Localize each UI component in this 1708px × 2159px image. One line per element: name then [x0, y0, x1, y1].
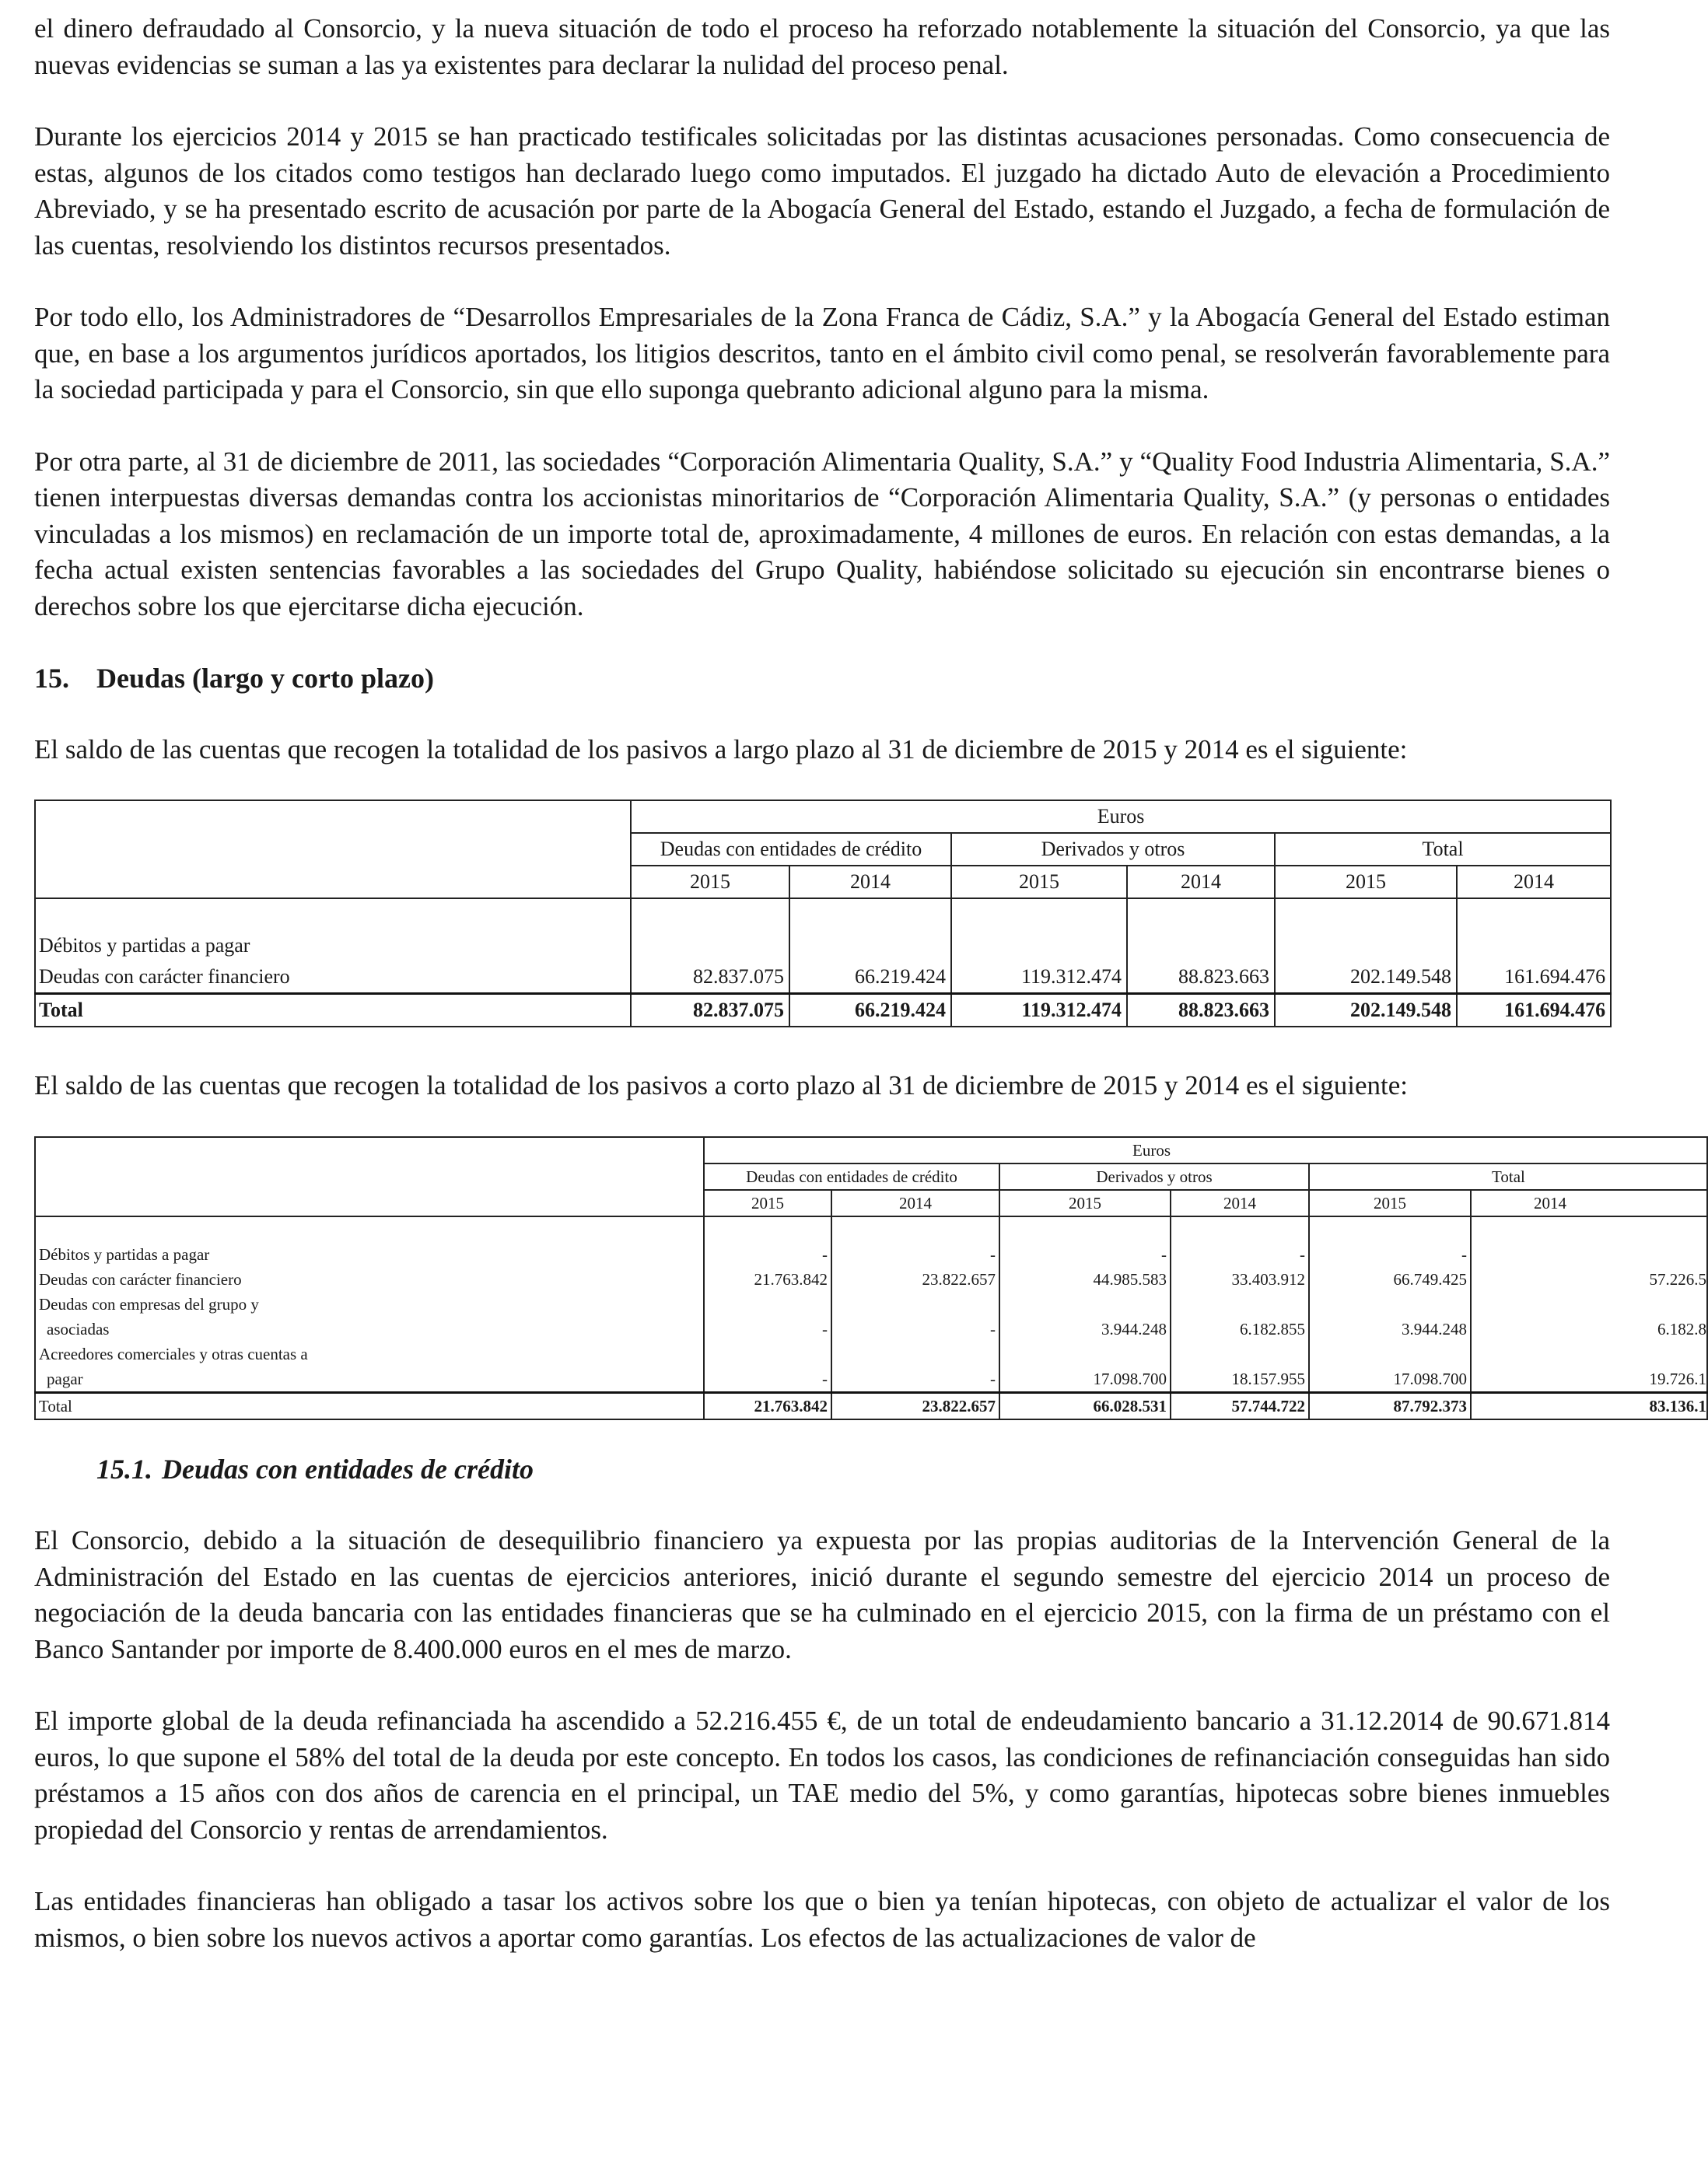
total-row: [35, 1393, 1707, 1420]
total-value: 87.792.373: [1309, 1393, 1471, 1420]
cell-value: 21.763.842: [704, 1267, 831, 1292]
cell-value: [1471, 1242, 1707, 1267]
row-label: Deudas con carácter financiero: [35, 961, 631, 994]
cell-value: 119.312.474: [951, 961, 1127, 994]
year-header: 2015: [1309, 1190, 1471, 1216]
total-value: 23.822.657: [831, 1393, 999, 1420]
cell-value: 66.219.424: [789, 961, 951, 994]
cell-value: 44.985.583: [999, 1267, 1171, 1292]
empty-header-cell: [35, 1163, 704, 1190]
empty-header-cell: [35, 866, 631, 898]
row-label: Deudas con empresas del grupo y: [35, 1292, 704, 1317]
paragraph: el dinero defraudado al Consorcio, y la nueva situación de todo el proceso ha reforzado notablemente la situación del Consorcio, ya que las nuevas evidencias se suman a las ya existentes para declarar la nulidad del proceso penal.: [34, 13, 1610, 80]
paragraph: Por todo ello, los Administradores de “Desarrollos Empresariales de la Zona Franca de Cádiz, S.A.” y la Abogacía General del Estado estiman que, en base a los argumentos jurídicos aportados, los litigios descritos, tanto en el ámbito civil como penal, se resolverán favorablemente para la sociedad participada y para el Consorcio, sin que ello suponga quebranto adicional alguno para la misma.: [34, 302, 1610, 404]
empty-header-cell: [35, 800, 631, 833]
cell-value: 6.182.855: [1171, 1317, 1309, 1342]
cell-value: 3.944.248: [1309, 1317, 1471, 1342]
year-header: 2014: [1471, 1190, 1707, 1216]
cell-value: -: [704, 1317, 831, 1342]
empty-header-cell: [35, 1190, 704, 1216]
section-heading: [34, 660, 1610, 696]
col-group-total: Total: [1275, 833, 1611, 866]
cell-value: 6.182.8: [1471, 1317, 1707, 1342]
row-label: pagar: [35, 1366, 704, 1393]
spacer-cell: [35, 1216, 704, 1242]
row-label: Acreedores comerciales y otras cuentas a: [35, 1342, 704, 1366]
table-row: [35, 1317, 1707, 1342]
col-group-credit: Deudas con entidades de crédito: [704, 1163, 999, 1190]
paragraph: Durante los ejercicios 2014 y 2015 se han practicado testificales solicitadas por las distintas acusaciones personadas. Como consecuencia de estas, algunos de los citados como testigos han declarado luego como imputados. El juzgado ha dictado Auto de elevación a Procedimiento Abreviado, y se ha presentado escrito de acusación por parte de la Abogacía General del Estado, estando el Juzgado, a fecha de formulación de las cuentas, resolviendo los distintos recursos presentados.: [34, 121, 1610, 261]
total-value: 202.149.548: [1275, 993, 1457, 1027]
total-value: 161.694.476: [1457, 993, 1611, 1027]
cell-value: -: [999, 1242, 1171, 1267]
euros-header: Euros: [704, 1137, 1707, 1163]
table-row: [35, 1267, 1707, 1292]
cell-value: -: [1309, 1242, 1471, 1267]
cell-value: 17.098.700: [999, 1366, 1171, 1393]
cell-value: -: [831, 1242, 999, 1267]
section-title: Deudas (largo y corto plazo): [96, 663, 434, 694]
total-value: 82.837.075: [631, 993, 789, 1027]
subsection-title: Deudas con entidades de crédito: [162, 1454, 534, 1485]
document-page: [34, 11, 1707, 1956]
total-value: 88.823.663: [1127, 993, 1275, 1027]
table-row: [35, 1242, 1707, 1267]
col-group-derivatives: Derivados y otros: [999, 1163, 1309, 1190]
subsection-heading: [96, 1451, 1610, 1487]
year-header: 2014: [1457, 866, 1611, 898]
paragraph: Por otra parte, al 31 de diciembre de 2011, las sociedades “Corporación Alimentaria Quality, S.A.” y “Quality Food Industria Alimentaria, S.A.” tienen interpuestas diversas demandas contra los accionistas minoritarios de “Corporación Alimentaria Quality, S.A.” (y personas o entidades vinculadas a los mismos) en reclamación de un importe total de, aproximadamente, 4 millones de euros. En relación con estas demandas, a la fecha actual existen sentencias favorables a las sociedades del Grupo Quality, habiéndose solicitado su ejecución sin encontrarse bienes o derechos sobre los que ejercitarse dicha ejecución.: [34, 446, 1610, 621]
year-header: 2015: [704, 1190, 831, 1216]
paragraph: Las entidades financieras han obligado a tasar los activos sobre los que o bien ya tenían hipotecas, con objeto de actualizar el valor de los mismos, o bien sobre los nuevos activos a aportar como garantías. Los efectos de las actualizaciones de valor de: [34, 1886, 1610, 1953]
total-value: 66.219.424: [789, 993, 951, 1027]
category-label: Débitos y partidas a pagar: [35, 1242, 704, 1267]
cell-value: 33.403.912: [1171, 1267, 1309, 1292]
intro-long-term: El saldo de las cuentas que recogen la totalidad de los pasivos a largo plazo al 31 de diciembre de 2015 y 2014 es el siguiente:: [34, 734, 1408, 765]
year-header: 2015: [1275, 866, 1457, 898]
col-group-total: Total: [1309, 1163, 1707, 1190]
year-header: 2014: [789, 866, 951, 898]
cell-value: 202.149.548: [1275, 961, 1457, 994]
section-number: 15.: [34, 663, 69, 694]
cell-value: 161.694.476: [1457, 961, 1611, 994]
cell-value: 88.823.663: [1127, 961, 1275, 994]
paragraph: El Consorcio, debido a la situación de desequilibrio financiero ya expuesta por las propias auditorias de la Intervención General de la Administración del Estado en las cuentas de ejercicios anteriores, inició durante el segundo semestre del ejercicio 2014 un proceso de negociación de la deuda bancaria con las entidades financieras que se ha culminado en el ejercicio 2015, con la firma de un préstamo con el Banco Santander por importe de 8.400.000 euros en el mes de marzo.: [34, 1525, 1610, 1664]
empty-header-cell: [35, 833, 631, 866]
cell-value: 82.837.075: [631, 961, 789, 994]
total-value: 66.028.531: [999, 1393, 1171, 1420]
subsection-number: 15.1.: [96, 1454, 152, 1485]
cell-value: 18.157.955: [1171, 1366, 1309, 1393]
paragraph: El importe global de la deuda refinanciada ha ascendido a 52.216.455 €, de un total de endeudamiento bancario a 31.12.2014 de 90.671.814 euros, lo que supone el 58% del total de la deuda por este concepto. En todos los casos, las condiciones de refinanciación conseguidas han sido préstamos a 15 años con dos años de carencia en el principal, un TAE medio del 5%, y como garantías, hipotecas sobre bienes inmuebles propiedad del Consorcio y rentas de arrendamientos.: [34, 1706, 1610, 1845]
cell-value: -: [704, 1366, 831, 1393]
short-term-table-wrapper: [34, 1136, 1707, 1420]
year-header: 2015: [631, 866, 789, 898]
cell-value: 3.944.248: [999, 1317, 1171, 1342]
cell-value: 17.098.700: [1309, 1366, 1471, 1393]
year-header: 2014: [831, 1190, 999, 1216]
cell-value: 66.749.425: [1309, 1267, 1471, 1292]
row-label: asociadas: [35, 1317, 704, 1342]
euros-header: Euros: [631, 800, 1611, 833]
row-label: Deudas con carácter financiero: [35, 1267, 704, 1292]
spacer-cell: [35, 898, 631, 930]
total-label: Total: [35, 993, 631, 1027]
year-header: 2014: [1171, 1190, 1309, 1216]
total-value: 21.763.842: [704, 1393, 831, 1420]
total-value: 57.744.722: [1171, 1393, 1309, 1420]
cell-value: -: [831, 1366, 999, 1393]
total-row: [35, 993, 1611, 1027]
cell-value: 23.822.657: [831, 1267, 999, 1292]
long-term-debt-table: [34, 800, 1612, 1027]
cell-value: 57.226.5: [1471, 1267, 1707, 1292]
category-label: Débitos y partidas a pagar: [35, 930, 631, 961]
total-value: 83.136.1: [1471, 1393, 1707, 1420]
cell-value: -: [1171, 1242, 1309, 1267]
cell-value: -: [704, 1242, 831, 1267]
year-header: 2015: [999, 1190, 1171, 1216]
intro-short-term: El saldo de las cuentas que recogen la totalidad de los pasivos a corto plazo al 31 de diciembre de 2015 y 2014 es el siguiente:: [34, 1069, 1408, 1100]
col-group-derivatives: Derivados y otros: [951, 833, 1275, 866]
cell-value: -: [831, 1317, 999, 1342]
year-header: 2015: [951, 866, 1127, 898]
cell-value: 19.726.1: [1471, 1366, 1707, 1393]
table-row: [35, 961, 1611, 994]
total-label: Total: [35, 1393, 704, 1420]
col-group-credit: Deudas con entidades de crédito: [631, 833, 951, 866]
table-row: [35, 1366, 1707, 1393]
short-term-debt-table: [34, 1136, 1708, 1420]
empty-header-cell: [35, 1137, 704, 1163]
total-value: 119.312.474: [951, 993, 1127, 1027]
year-header: 2014: [1127, 866, 1275, 898]
